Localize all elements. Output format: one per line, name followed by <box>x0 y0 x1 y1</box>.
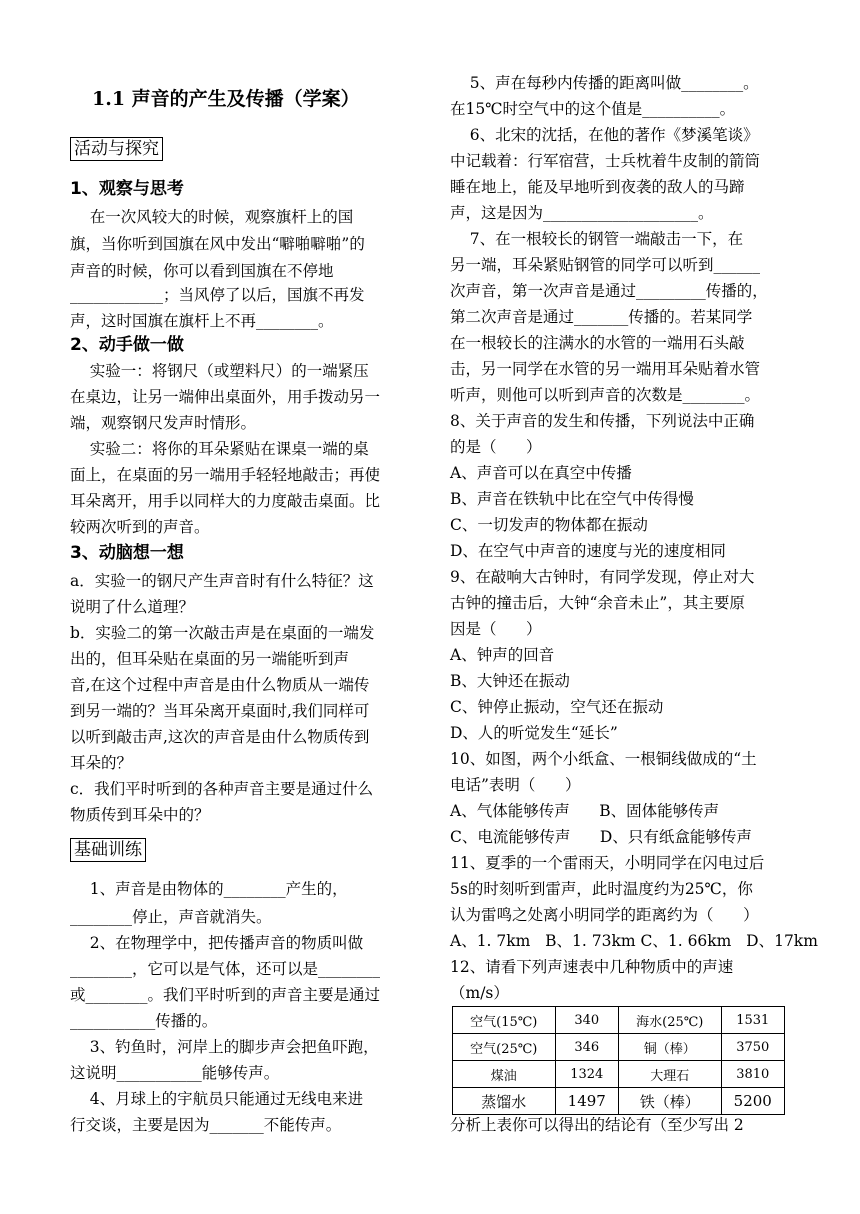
text-line: 次声音，第一次声音是通过_________传播的， <box>450 282 768 300</box>
table-cell: 5200 <box>721 1088 784 1115</box>
text-line: 1、声音是由物体的________产生的， <box>70 880 348 898</box>
table-row <box>453 1088 785 1115</box>
table-cell: 大理石 <box>618 1061 721 1088</box>
text-line: 电话”表明（ ） <box>450 776 581 794</box>
text-line: b．实验二的第一次敲击声是在桌面的一端发 <box>70 624 375 642</box>
text-line: 端，观察钢尺发声时情形。 <box>70 414 257 432</box>
text-line: A、声音可以在真空中传播 <box>450 464 632 482</box>
text-line: A、气体能够传声 B、固体能够传声 <box>450 802 720 820</box>
text-line: 7、在一根较长的钢管一端敲击一下，在 <box>450 230 744 248</box>
text-line: ________，它可以是气体，还可以是________ <box>70 960 381 978</box>
text-line: ____________；当风停了以后，国旗不再发 <box>70 286 365 304</box>
table-cell: 1324 <box>555 1061 618 1088</box>
page-title: 1.1 声音的产生及传播（学案） <box>92 88 360 110</box>
text-line: 旗，当你听到国旗在风中发出“噼啪噼啪”的 <box>70 235 365 253</box>
sound-speed-table <box>452 1006 785 1115</box>
text-line: 在一次风较大的时候，观察旗杆上的国 <box>70 208 354 226</box>
text-line: 第二次声音是通过_______传播的。若某同学 <box>450 308 753 326</box>
text-line: 或________。我们平时听到的声音主要是通过 <box>70 986 381 1004</box>
text-line: 声，这是因为____________________。 <box>450 204 714 222</box>
text-line: 听声，则他可以听到声音的次数是________。 <box>450 386 761 404</box>
text-line: 因是（ ） <box>450 620 542 638</box>
text-line: 11、夏季的一个雷雨天，小明同学在闪电过后 <box>450 854 765 872</box>
text-line: B、声音在铁轨中比在空气中传得慢 <box>450 490 694 508</box>
section-heading-activities: 活动与探究 <box>70 137 163 161</box>
table-cell: 1531 <box>721 1007 784 1034</box>
text-line: 的是（ ） <box>450 438 542 456</box>
table-cell: 3810 <box>721 1061 784 1088</box>
text-line: A、1. 7km B、1. 73km C、1. 66km D、17km <box>450 932 818 950</box>
text-line: ___________传播的。 <box>70 1012 218 1030</box>
text-line: 这说明___________能够传声。 <box>70 1064 280 1082</box>
text-line: 声，这时国旗在旗杆上不再________。 <box>70 312 334 330</box>
text-line: 古钟的撞击后，大钟“余音未止”，其主要原 <box>450 594 745 612</box>
text-line: 在15℃时空气中的这个值是__________。 <box>450 100 736 118</box>
text-line: 出的，但耳朵贴在桌面的另一端能听到声 <box>70 650 350 668</box>
text-line: 12、请看下列声速表中几种物质中的声速 <box>450 958 734 976</box>
subheading: 1、观察与思考 <box>70 179 184 199</box>
text-line: 在一根较长的注满水的水管的一端用石头敲 <box>450 334 745 352</box>
text-line: D、人的听觉发生“延长” <box>450 724 618 742</box>
text-line: （m/s） <box>450 984 509 1002</box>
text-line: 6、北宋的沈括，在他的著作《梦溪笔谈》 <box>450 126 759 144</box>
text-line: 10、如图，两个小纸盒、一根铜线做成的“土 <box>450 750 757 768</box>
text-line: 物质传到耳朵中的？ <box>70 806 210 824</box>
text-line: c．我们平时听到的各种声音主要是通过什么 <box>70 780 374 798</box>
table-cell: 海水(25℃) <box>618 1007 721 1034</box>
text-line: 2、在物理学中，把传播声音的物质叫做 <box>70 934 364 952</box>
table-cell: 3750 <box>721 1034 784 1061</box>
text-line: 到另一端的？当耳朵离开桌面时,我们同样可 <box>70 702 370 720</box>
text-line: 3、钓鱼时，河岸上的脚步声会把鱼吓跑， <box>70 1038 379 1056</box>
text-line: 较两次听到的声音。 <box>70 518 210 536</box>
table-cell: 空气(15℃) <box>453 1007 556 1034</box>
text-line: 击，另一同学在水管的另一端用耳朵贴着水管 <box>450 360 761 378</box>
text-line: 4、月球上的宇航员只能通过无线电来进 <box>70 1090 364 1108</box>
text-line: B、大钟还在振动 <box>450 672 570 690</box>
text-line: 说明了什么道理？ <box>70 598 195 616</box>
text-line: 实验一：将钢尺（或塑料尺）的一端紧压 <box>70 362 369 380</box>
text-line: 认为雷鸣之处离小明同学的距离约为（ ） <box>450 906 759 924</box>
text-line: C、电流能够传声 D、只有纸盒能够传声 <box>450 828 752 846</box>
text-line: 中记载着：行军宿营，士兵枕着牛皮制的箭筒 <box>450 152 761 170</box>
text-line: 5、声在每秒内传播的距离叫做________。 <box>450 74 759 92</box>
subheading: 3、动脑想一想 <box>70 543 184 563</box>
text-line: ________停止，声音就消失。 <box>70 908 272 926</box>
text-line: C、钟停止振动，空气还在振动 <box>450 698 664 716</box>
table-cell: 煤油 <box>453 1061 556 1088</box>
table-analysis-prompt: 分析上表你可以得出的结论有（至少写出 2 <box>450 1116 744 1134</box>
text-line: 5s的时刻听到雷声，此时温度约为25℃，你 <box>450 880 753 898</box>
text-line: 在桌边，让另一端伸出桌面外，用手拨动另一 <box>70 388 381 406</box>
table-cell: 空气(25℃) <box>453 1034 556 1061</box>
table-cell: 铜（棒） <box>618 1034 721 1061</box>
text-line: 声音的时候，你可以看到国旗在不停地 <box>70 262 334 280</box>
text-line: 8、关于声音的发生和传播，下列说法中正确 <box>450 412 755 430</box>
text-line: 音,在这个过程中声音是由什么物质从一端传 <box>70 676 370 694</box>
table-row <box>453 1061 785 1088</box>
table-row <box>453 1034 785 1061</box>
table-cell: 1497 <box>555 1088 618 1115</box>
table-cell: 铁（棒） <box>618 1088 721 1115</box>
text-line: 行交谈，主要是因为_______不能传声。 <box>70 1116 342 1134</box>
section-heading-basic-training: 基础训练 <box>70 838 146 862</box>
text-line: 另一端，耳朵紧贴钢管的同学可以听到______ <box>450 256 761 274</box>
text-line: a．实验一的钢尺产生声音时有什么特征？这 <box>70 572 374 590</box>
table-row <box>453 1007 785 1034</box>
text-line: 以听到敲击声,这次的声音是由什么物质传到 <box>70 728 370 746</box>
text-line: 耳朵离开，用手以同样大的力度敲击桌面。比 <box>70 492 381 510</box>
text-line: 睡在地上，能及早地听到夜袭的敌人的马蹄 <box>450 178 745 196</box>
text-line: A、钟声的回音 <box>450 646 555 664</box>
text-line: D、在空气中声音的速度与光的速度相同 <box>450 542 726 560</box>
table-cell: 346 <box>555 1034 618 1061</box>
text-line: 耳朵的？ <box>70 754 133 772</box>
subheading: 2、动手做一做 <box>70 335 184 355</box>
table-cell: 蒸馏水 <box>453 1088 556 1115</box>
table-cell: 340 <box>555 1007 618 1034</box>
text-line: C、一切发声的物体都在振动 <box>450 516 648 534</box>
text-line: 面上，在桌面的另一端用手轻轻地敲击；再使 <box>70 466 381 484</box>
text-line: 9、在敲响大古钟时，有同学发现，停止对大 <box>450 568 755 586</box>
text-line: 实验二：将你的耳朵紧贴在课桌一端的桌 <box>70 440 369 458</box>
